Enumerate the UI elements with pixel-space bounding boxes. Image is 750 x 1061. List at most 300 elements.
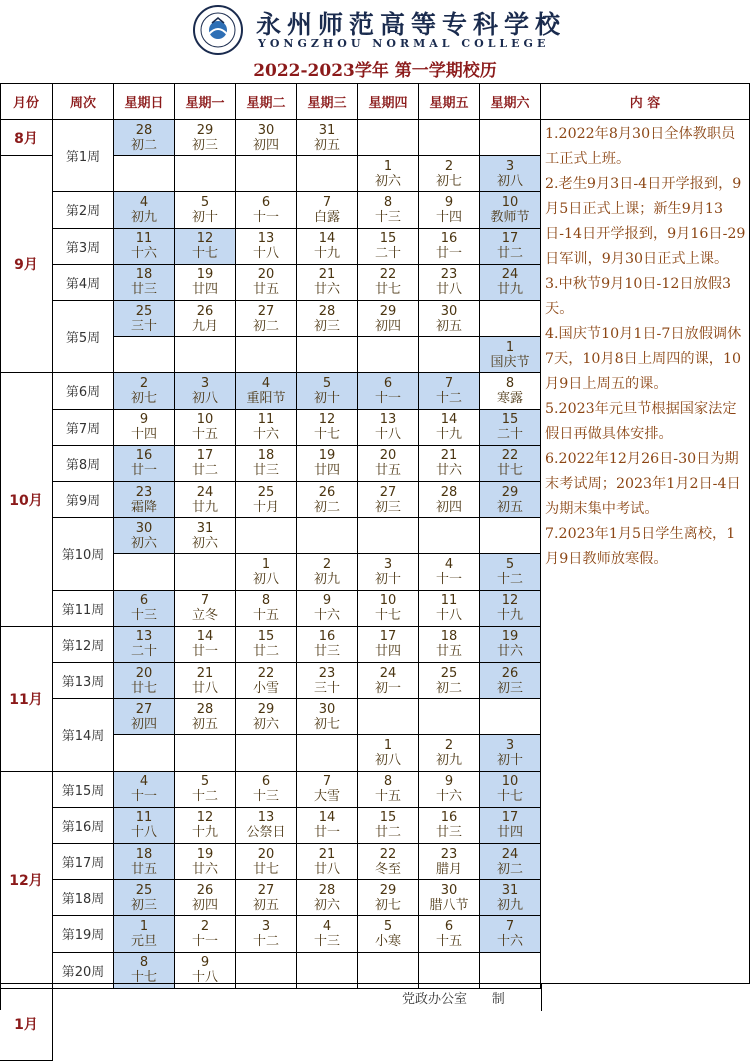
day-cell	[236, 482, 297, 518]
lunar-label: 廿一	[191, 644, 218, 660]
day-number: 19	[196, 267, 214, 283]
day-number: 11	[257, 412, 275, 428]
day-cell	[358, 627, 419, 663]
day-cell	[419, 554, 480, 590]
day-number: 23	[318, 665, 336, 681]
day-cell	[297, 446, 358, 482]
day-number: 8	[139, 955, 149, 971]
day-cell	[175, 120, 236, 156]
lunar-label: 初八	[191, 390, 218, 406]
day-cell	[358, 265, 419, 301]
day-number: 8	[383, 194, 393, 210]
day-cell	[175, 373, 236, 409]
lunar-label: 十四	[435, 209, 462, 225]
lunar-label: 十五	[435, 933, 462, 949]
day-cell	[175, 518, 236, 554]
day-number: 7	[505, 918, 515, 934]
empty-day-cell	[358, 120, 419, 156]
day-number: 28	[196, 701, 214, 717]
lunar-label: 二十	[496, 427, 523, 443]
note-item: 6.2022年12月26日-30日为期末考试周；2023年1月2日-4日为期末集中考试。	[545, 451, 741, 517]
day-number: 13	[257, 810, 275, 826]
lunar-label: 初六	[130, 535, 157, 551]
month-label: 9月	[0, 156, 53, 373]
day-cell	[297, 699, 358, 735]
lunar-label: 十七	[130, 970, 157, 986]
day-number: 20	[135, 665, 153, 681]
day-cell	[480, 229, 541, 265]
column-header: 星期五	[419, 83, 480, 120]
day-number: 31	[318, 122, 336, 138]
day-number: 16	[440, 810, 458, 826]
week-label: 第5周	[53, 301, 114, 373]
day-number: 31	[196, 520, 214, 536]
day-number: 18	[135, 846, 153, 862]
lunar-label: 初五	[252, 897, 279, 913]
lunar-label: 初三	[191, 137, 218, 153]
lunar-label: 廿六	[435, 463, 462, 479]
day-cell	[175, 699, 236, 735]
day-cell	[114, 373, 175, 409]
day-number: 6	[139, 593, 149, 609]
day-number: 15	[379, 810, 397, 826]
day-cell	[175, 446, 236, 482]
day-number: 19	[318, 448, 336, 464]
day-number: 6	[444, 918, 454, 934]
lunar-label: 十七	[191, 246, 218, 262]
day-cell	[236, 844, 297, 880]
lunar-label: 廿六	[496, 644, 523, 660]
day-number: 4	[444, 556, 454, 572]
week-label: 第12周	[53, 627, 114, 663]
day-number: 7	[322, 774, 332, 790]
note-item: 1.2022年8月30日全体教职员工正式上班。	[545, 126, 736, 167]
empty-day-cell	[114, 735, 175, 771]
day-number: 29	[379, 303, 397, 319]
day-number: 27	[257, 882, 275, 898]
lunar-label: 初二	[435, 680, 462, 696]
day-number: 16	[318, 629, 336, 645]
day-cell	[175, 663, 236, 699]
empty-day-cell	[236, 337, 297, 373]
empty-day-cell	[419, 699, 480, 735]
day-cell	[419, 229, 480, 265]
lunar-label: 十八	[374, 427, 401, 443]
day-cell	[236, 808, 297, 844]
lunar-label: 大雪	[313, 789, 340, 805]
day-cell	[297, 844, 358, 880]
empty-day-cell	[175, 554, 236, 590]
day-cell	[114, 229, 175, 265]
day-cell	[419, 916, 480, 952]
lunar-label: 三十	[313, 680, 340, 696]
lunar-label: 廿八	[191, 680, 218, 696]
day-cell	[236, 192, 297, 228]
day-cell	[419, 880, 480, 916]
lunar-label: 初一	[374, 680, 401, 696]
day-number: 21	[318, 846, 336, 862]
lunar-label: 初三	[374, 499, 401, 515]
week-label: 第1周	[53, 120, 114, 192]
empty-day-cell	[419, 518, 480, 554]
lunar-label: 廿九	[191, 499, 218, 515]
day-cell	[419, 735, 480, 771]
lunar-label: 十四	[130, 427, 157, 443]
day-number: 8	[261, 593, 271, 609]
lunar-label: 十七	[374, 608, 401, 624]
empty-day-cell	[358, 518, 419, 554]
day-cell	[297, 482, 358, 518]
day-cell	[480, 844, 541, 880]
day-number: 30	[440, 303, 458, 319]
week-label: 第9周	[53, 482, 114, 518]
lunar-label: 廿三	[130, 282, 157, 298]
day-number: 21	[440, 448, 458, 464]
day-cell	[419, 156, 480, 192]
day-cell	[358, 735, 419, 771]
lunar-label: 初四	[191, 897, 218, 913]
day-cell	[419, 482, 480, 518]
lunar-label: 初二	[313, 499, 340, 515]
day-number: 1	[505, 339, 515, 355]
lunar-label: 十六	[435, 789, 462, 805]
day-number: 19	[196, 846, 214, 862]
day-number: 11	[135, 231, 153, 247]
day-cell	[114, 844, 175, 880]
lunar-label: 十六	[252, 427, 279, 443]
day-cell	[358, 916, 419, 952]
column-header: 内 容	[541, 83, 750, 120]
lunar-label: 初四	[252, 137, 279, 153]
lunar-label: 十六	[496, 933, 523, 949]
day-cell	[297, 265, 358, 301]
lunar-label: 十九	[435, 427, 462, 443]
day-cell	[175, 808, 236, 844]
lunar-label: 十一	[130, 789, 157, 805]
week-label: 第7周	[53, 410, 114, 446]
lunar-label: 初四	[130, 716, 157, 732]
footer	[0, 983, 750, 1011]
week-label: 第11周	[53, 591, 114, 627]
day-number: 24	[196, 484, 214, 500]
day-cell	[175, 916, 236, 952]
day-cell	[358, 301, 419, 337]
day-number: 25	[135, 882, 153, 898]
day-number: 14	[196, 629, 214, 645]
day-cell	[358, 446, 419, 482]
week-label: 第13周	[53, 663, 114, 699]
day-cell	[297, 808, 358, 844]
day-number: 4	[261, 375, 271, 391]
month-label: 10月	[0, 373, 53, 626]
empty-day-cell	[175, 735, 236, 771]
day-cell	[114, 120, 175, 156]
day-cell	[114, 663, 175, 699]
lunar-label: 十九	[191, 825, 218, 841]
lunar-label: 十八	[191, 970, 218, 986]
week-label: 第4周	[53, 265, 114, 301]
day-cell	[175, 591, 236, 627]
day-cell	[480, 337, 541, 373]
day-number: 10	[501, 774, 519, 790]
day-cell	[480, 373, 541, 409]
column-header: 星期二	[236, 83, 297, 120]
day-cell	[175, 410, 236, 446]
day-number: 3	[383, 556, 393, 572]
day-cell	[358, 229, 419, 265]
school-name-cn: 永州师范高等专科学校	[256, 10, 567, 39]
day-cell	[358, 772, 419, 808]
lunar-label: 初六	[191, 535, 218, 551]
column-header: 星期四	[358, 83, 419, 120]
day-cell	[480, 916, 541, 952]
lunar-label: 三十	[130, 318, 157, 334]
day-number: 24	[379, 665, 397, 681]
lunar-label: 十八	[435, 608, 462, 624]
lunar-label: 初五	[313, 137, 340, 153]
day-number: 17	[196, 448, 214, 464]
day-cell	[297, 120, 358, 156]
lunar-label: 初四	[374, 318, 401, 334]
notes-panel	[541, 120, 750, 983]
day-cell	[236, 880, 297, 916]
day-number: 29	[501, 484, 519, 500]
day-number: 25	[257, 484, 275, 500]
lunar-label: 初九	[435, 752, 462, 768]
day-number: 19	[501, 629, 519, 645]
day-number: 8	[383, 774, 393, 790]
empty-day-cell	[419, 337, 480, 373]
day-cell	[297, 229, 358, 265]
day-cell	[297, 554, 358, 590]
lunar-label: 十一	[191, 933, 218, 949]
day-number: 14	[318, 231, 336, 247]
day-number: 30	[440, 882, 458, 898]
lunar-label: 初十	[496, 752, 523, 768]
day-cell	[358, 844, 419, 880]
day-number: 31	[501, 882, 519, 898]
column-header: 星期日	[114, 83, 175, 120]
lunar-label: 二十	[374, 246, 401, 262]
day-cell	[175, 192, 236, 228]
day-number: 22	[257, 665, 275, 681]
lunar-label: 十六	[130, 246, 157, 262]
day-cell	[480, 735, 541, 771]
day-number: 5	[383, 918, 393, 934]
day-number: 30	[135, 520, 153, 536]
empty-day-cell	[236, 156, 297, 192]
day-number: 10	[501, 194, 519, 210]
day-cell	[419, 410, 480, 446]
lunar-label: 初十	[313, 390, 340, 406]
day-number: 27	[379, 484, 397, 500]
day-cell	[114, 808, 175, 844]
lunar-label: 廿七	[374, 282, 401, 298]
lunar-label: 二十	[130, 644, 157, 660]
day-number: 27	[257, 303, 275, 319]
day-cell	[236, 301, 297, 337]
lunar-label: 廿二	[496, 246, 523, 262]
day-number: 2	[322, 556, 332, 572]
day-number: 26	[196, 882, 214, 898]
day-number: 15	[379, 231, 397, 247]
day-cell	[419, 373, 480, 409]
note-item: 3.中秋节9月10日-12日放假3天。	[545, 276, 731, 317]
day-number: 7	[200, 593, 210, 609]
lunar-label: 十六	[313, 608, 340, 624]
lunar-label: 廿四	[191, 282, 218, 298]
day-number: 12	[318, 412, 336, 428]
column-header: 星期三	[297, 83, 358, 120]
week-label: 第3周	[53, 229, 114, 265]
empty-day-cell	[419, 120, 480, 156]
lunar-label: 白露	[313, 209, 340, 225]
day-number: 28	[440, 484, 458, 500]
lunar-label: 廿八	[313, 861, 340, 877]
lunar-label: 初十	[191, 209, 218, 225]
day-number: 27	[135, 701, 153, 717]
month-label: 11月	[0, 627, 53, 772]
day-number: 6	[383, 375, 393, 391]
lunar-label: 十三	[313, 933, 340, 949]
column-header: 星期六	[480, 83, 541, 120]
lunar-label: 廿八	[435, 282, 462, 298]
day-cell	[358, 591, 419, 627]
column-header: 周次	[53, 83, 114, 120]
day-number: 18	[135, 267, 153, 283]
day-number: 16	[135, 448, 153, 464]
day-cell	[236, 772, 297, 808]
note-item: 7.2023年1月5日学生离校，1月9日教师放寒假。	[545, 526, 736, 567]
lunar-label: 十五	[374, 789, 401, 805]
lunar-label: 十七	[496, 789, 523, 805]
lunar-label: 廿五	[435, 644, 462, 660]
lunar-label: 公祭日	[246, 825, 286, 841]
day-number: 25	[440, 665, 458, 681]
day-cell	[297, 916, 358, 952]
day-cell	[480, 808, 541, 844]
day-cell	[297, 192, 358, 228]
lunar-label: 教师节	[490, 209, 530, 225]
day-cell	[419, 192, 480, 228]
day-number: 26	[318, 484, 336, 500]
lunar-label: 初六	[313, 897, 340, 913]
day-cell	[114, 916, 175, 952]
day-number: 28	[318, 303, 336, 319]
day-number: 29	[196, 122, 214, 138]
empty-day-cell	[297, 518, 358, 554]
day-number: 9	[322, 593, 332, 609]
day-number: 2	[444, 158, 454, 174]
week-label: 第14周	[53, 699, 114, 771]
lunar-label: 初四	[435, 499, 462, 515]
day-number: 13	[135, 629, 153, 645]
day-number: 5	[200, 194, 210, 210]
day-cell	[358, 554, 419, 590]
day-number: 14	[440, 412, 458, 428]
day-number: 24	[501, 846, 519, 862]
lunar-label: 初七	[435, 173, 462, 189]
day-number: 20	[379, 448, 397, 464]
day-cell	[236, 229, 297, 265]
day-cell	[358, 482, 419, 518]
lunar-label: 廿四	[374, 644, 401, 660]
day-cell	[236, 120, 297, 156]
day-cell	[114, 265, 175, 301]
lunar-label: 廿六	[313, 282, 340, 298]
day-number: 9	[200, 955, 210, 971]
day-number: 24	[501, 267, 519, 283]
empty-day-cell	[480, 120, 541, 156]
lunar-label: 十九	[313, 246, 340, 262]
lunar-label: 初五	[191, 716, 218, 732]
lunar-label: 初八	[496, 173, 523, 189]
day-number: 21	[318, 267, 336, 283]
empty-day-cell	[297, 735, 358, 771]
day-cell	[480, 627, 541, 663]
day-number: 7	[444, 375, 454, 391]
day-cell	[297, 772, 358, 808]
day-number: 12	[196, 810, 214, 826]
lunar-label: 廿四	[496, 825, 523, 841]
note-item: 5.2023年元旦节根据国家法定假日再做具体安排。	[545, 401, 737, 442]
day-number: 1	[383, 737, 393, 753]
day-cell	[480, 554, 541, 590]
day-number: 2	[444, 737, 454, 753]
month-label: 8月	[0, 120, 53, 156]
day-cell	[297, 373, 358, 409]
lunar-label: 初二	[252, 318, 279, 334]
day-number: 28	[135, 122, 153, 138]
lunar-label: 立冬	[191, 608, 218, 624]
lunar-label: 廿五	[374, 463, 401, 479]
lunar-label: 廿五	[130, 861, 157, 877]
day-number: 3	[505, 158, 515, 174]
empty-day-cell	[358, 337, 419, 373]
lunar-label: 初十	[374, 571, 401, 587]
day-cell	[419, 772, 480, 808]
day-number: 21	[196, 665, 214, 681]
lunar-label: 小雪	[252, 680, 279, 696]
week-label: 第2周	[53, 192, 114, 228]
day-cell	[480, 880, 541, 916]
day-cell	[175, 229, 236, 265]
day-cell	[419, 663, 480, 699]
lunar-label: 元旦	[130, 933, 157, 949]
lunar-label: 初五	[435, 318, 462, 334]
day-cell	[358, 373, 419, 409]
lunar-label: 初六	[252, 716, 279, 732]
day-cell	[114, 446, 175, 482]
empty-day-cell	[297, 337, 358, 373]
month-label: 12月	[0, 772, 53, 989]
day-cell	[236, 663, 297, 699]
day-number: 17	[501, 810, 519, 826]
day-cell	[114, 192, 175, 228]
day-cell	[358, 192, 419, 228]
day-number: 9	[444, 194, 454, 210]
day-number: 3	[200, 375, 210, 391]
day-number: 16	[440, 231, 458, 247]
week-label: 第6周	[53, 373, 114, 409]
day-number: 30	[318, 701, 336, 717]
lunar-label: 十一	[435, 571, 462, 587]
day-number: 26	[501, 665, 519, 681]
day-cell	[236, 446, 297, 482]
lunar-label: 十二	[435, 390, 462, 406]
lunar-label: 九月	[191, 318, 218, 334]
day-cell	[114, 518, 175, 554]
